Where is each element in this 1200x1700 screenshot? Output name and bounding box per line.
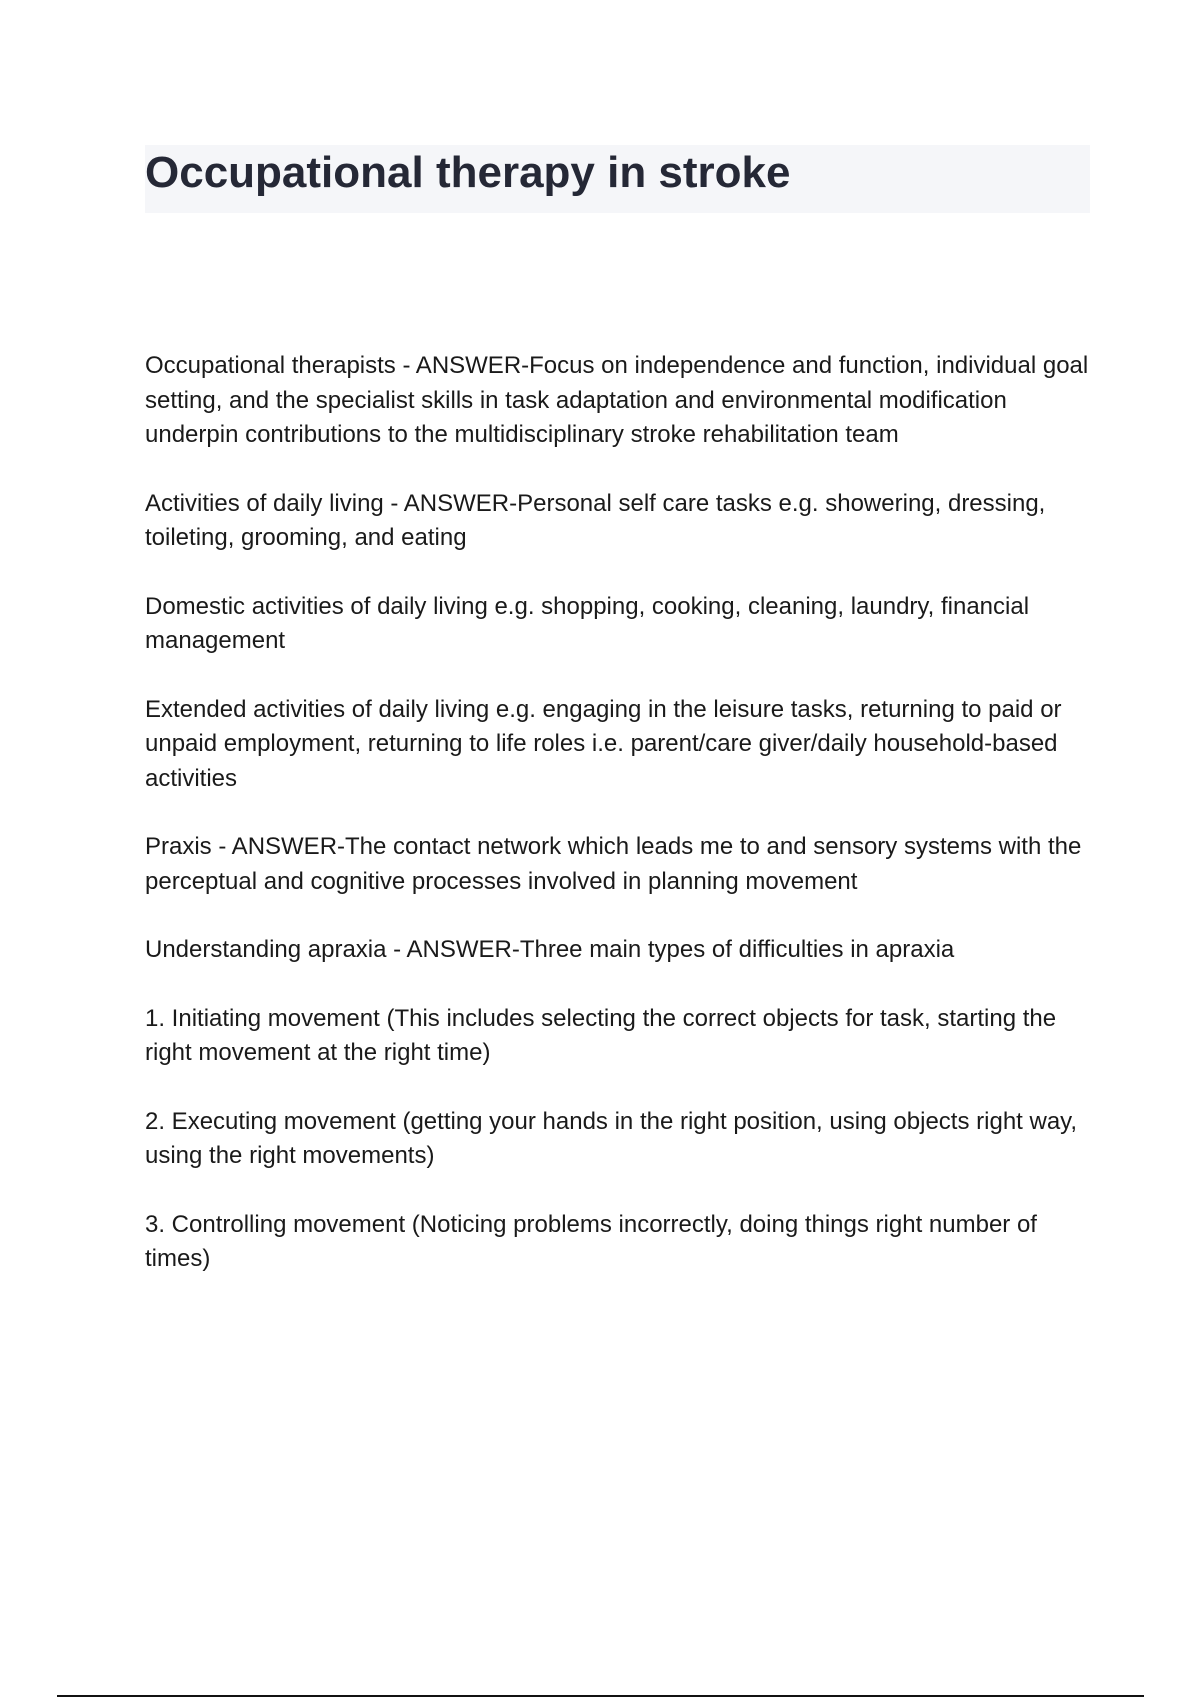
paragraph-domestic-activities: Domestic activities of daily living e.g. shopping, cooking, cleaning, laundry, financial management <box>145 592 1030 654</box>
title-bar <box>145 145 1090 213</box>
paragraph-extended-activities: Extended activities of daily living e.g. engaging in the leisure tasks, returning to paid or unpaid employment, returning to life roles i.e. parent/care giver/daily household-based activities <box>145 695 1062 792</box>
paragraph-executing-movement: 2. Executing movement (getting your hands in the right position, using objects right way, using the right movements) <box>145 1107 1078 1169</box>
document-body <box>145 349 1090 1311</box>
paragraph-understanding-apraxia: Understanding apraxia - ANSWER-Three main types of difficulties in apraxia <box>145 936 955 963</box>
paragraph-initiating-movement: 1. Initiating movement (This includes selecting the correct objects for task, starting the right movement at the right time) <box>145 1004 1057 1066</box>
paragraph-occupational-therapists: Occupational therapists - ANSWER-Focus on independence and function, individual goal setting, and the specialist skills in task adaptation and environmental modification underpin contributions to the multidisciplinary stroke rehabilitation team <box>145 352 1089 448</box>
page-bottom-divider <box>57 1695 1144 1697</box>
paragraph-praxis: Praxis - ANSWER-The contact network which leads me to and sensory systems with the perceptual and cognitive processes involved in planning movement <box>145 833 1082 895</box>
paragraph-controlling-movement: 3. Controlling movement (Noticing problems incorrectly, doing things right number of times) <box>145 1210 1037 1272</box>
page-title: Occupational therapy in stroke <box>145 148 791 197</box>
paragraph-activities-of-daily-living: Activities of daily living - ANSWER-Personal self care tasks e.g. showering, dressing, toileting, grooming, and eating <box>145 489 1046 551</box>
